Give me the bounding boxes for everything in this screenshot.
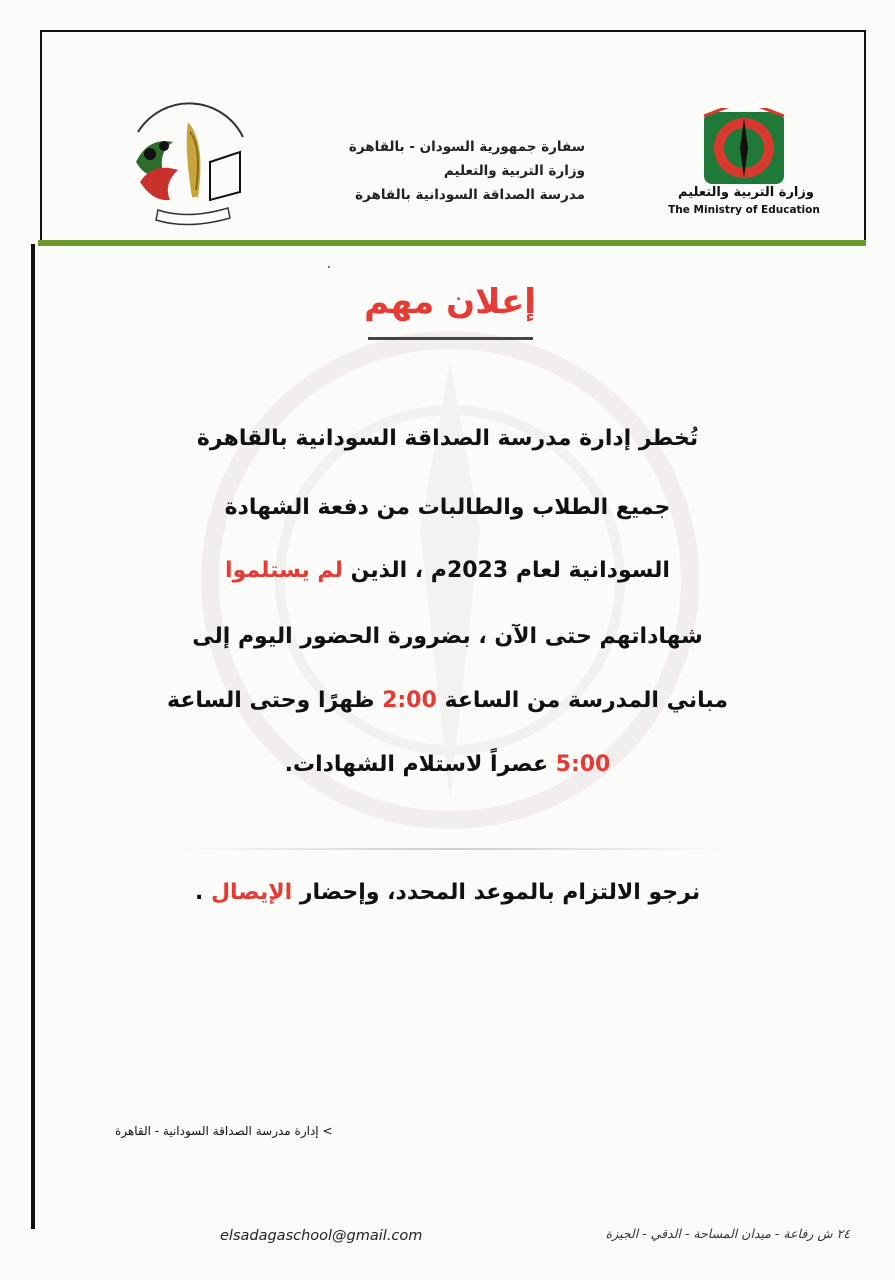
not-received-highlight: لم يستلموا	[225, 558, 343, 583]
signature: > إدارة مدرسة الصداقة السودانية - القاهرة	[115, 1124, 333, 1138]
body-line-7	[80, 880, 815, 905]
footer-email: elsadagaschool@gmail.com	[220, 1228, 423, 1244]
body-line-5-text-a: مباني المدرسة من الساعة	[436, 688, 728, 713]
announcement-title: إعلان مهم	[364, 282, 536, 322]
frame-top-border	[40, 30, 866, 32]
ministry-logo-arabic-text: وزارة التربية والتعليم	[678, 185, 814, 200]
letterhead-embassy: سفارة جمهورية السودان - بالقاهرة	[348, 139, 585, 155]
frame-left-border-lower	[31, 244, 35, 1229]
body-line-2: جميع الطلاب والطالبات من دفعة الشهادة	[224, 495, 671, 520]
footer-address: ٢٤ ش رفاعة - ميدان المساحة - الدقي - الجيزة	[605, 1226, 850, 1241]
body-line-3-text: السودانية لعام 2023م ، الذين	[342, 558, 670, 583]
frame-right-border	[864, 30, 866, 245]
frame-left-border	[40, 30, 42, 245]
body-line-1: تُخطر إدارة مدرسة الصداقة السودانية بالقاهرة	[196, 426, 699, 451]
body-line-6-text: عصراً لاستلام الشهادات.	[284, 752, 556, 777]
body-line-4: شهاداتهم حتى الآن ، بضرورة الحضور اليوم إلى	[192, 624, 703, 649]
body-line-3	[80, 558, 815, 583]
body-line-7-text-b: .	[194, 880, 211, 905]
school-logo	[118, 92, 258, 232]
end-time-highlight: 5:00	[555, 752, 611, 777]
title-underline	[368, 337, 533, 340]
letterhead-ministry: وزارة التربية والتعليم	[443, 163, 585, 179]
header-divider	[38, 240, 866, 246]
speck	[328, 266, 330, 268]
ministry-logo-english-text: The Ministry of Education	[668, 204, 820, 216]
letterhead	[300, 135, 585, 207]
section-separator	[180, 848, 725, 850]
body-line-6	[80, 752, 815, 777]
body-line-7-text-a: نرجو الالتزام بالموعد المحدد، وإحضار	[292, 880, 701, 905]
letterhead-school: مدرسة الصداقة السودانية بالقاهرة	[355, 187, 585, 203]
receipt-highlight: الإيصال	[210, 880, 293, 905]
body-line-5	[80, 688, 815, 713]
start-time-highlight: 2:00	[382, 688, 437, 713]
body-line-5-text-b: ظهرًا وحتى الساعة	[167, 688, 383, 713]
